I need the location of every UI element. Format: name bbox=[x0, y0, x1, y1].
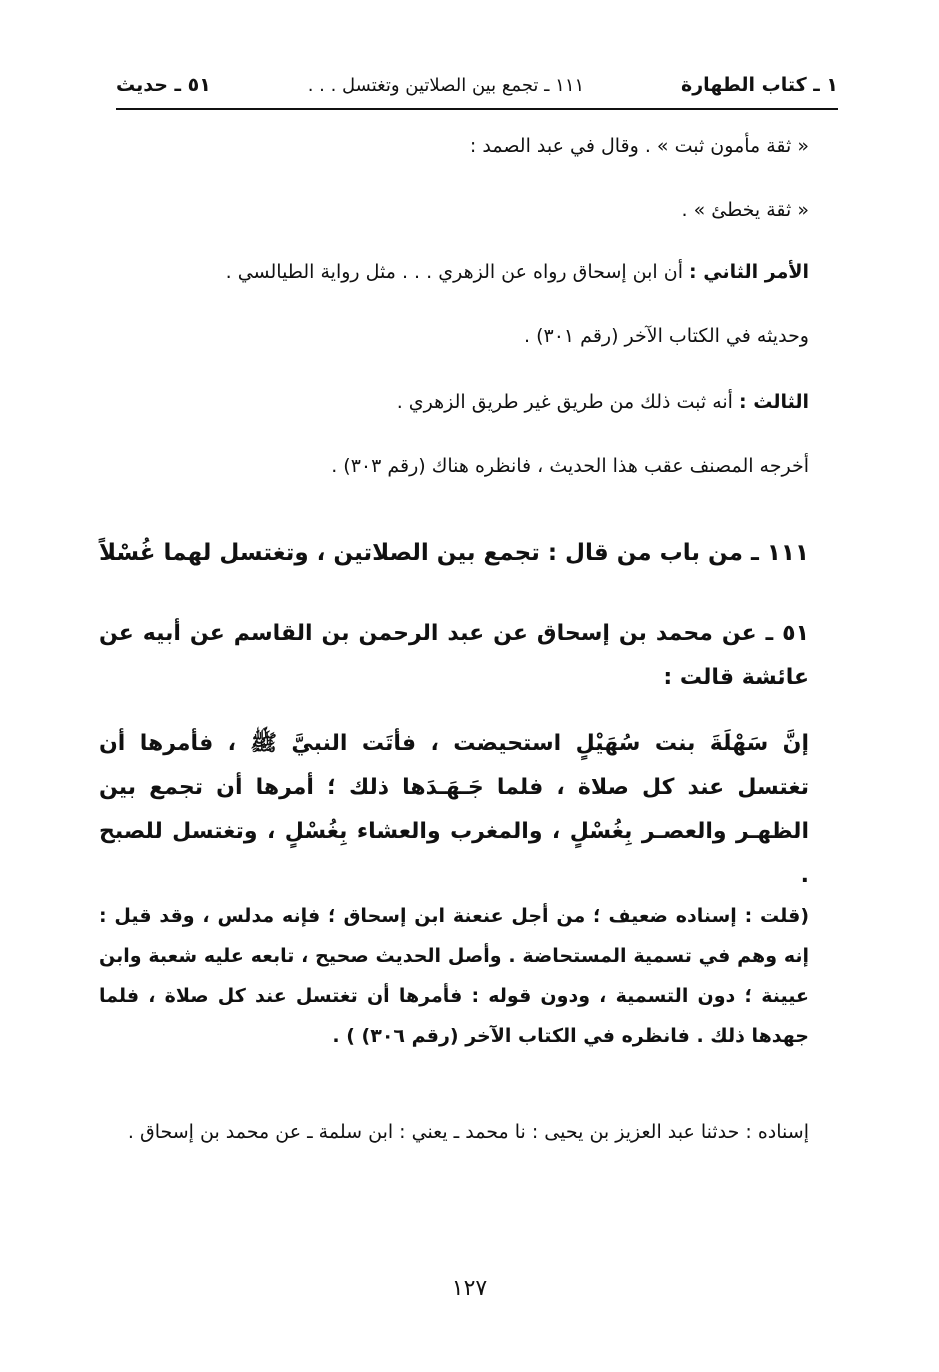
intro-line-3-text: أن ابن إسحاق رواه عن الزهري . . . مثل رواية الطيالسي . bbox=[225, 261, 690, 283]
intro-line-5-text: أنه ثبت ذلك من طريق غير طريق الزهري . bbox=[396, 391, 739, 413]
intro-line-5 bbox=[99, 388, 809, 416]
intro-line-3 bbox=[99, 258, 809, 286]
header-book-title: ١ ـ كتاب الطهارة bbox=[681, 74, 838, 96]
intro-line-1: « ثقة مأمون ثبت » . وقال في عبد الصمد : bbox=[469, 135, 809, 157]
intro-line-4: وحديثه في الكتاب الآخر (رقم ٣٠١) . bbox=[524, 325, 809, 347]
page-number: ١٢٧ bbox=[451, 1276, 488, 1301]
header-rule bbox=[116, 108, 838, 110]
grading-note: (قلت : إسناده ضعيف ؛ من أجل عنعنة ابن إسحاق ؛ فإنه مدلس ، وقد قيل : إنه وهم في تسمية المستحاضة . وأصل الحديث صحيح ، تابعه عليه شعبة وابن عيينة ؛ دون التسمية ، ودون قوله : فأمرها أن تغتسل عند كل صلاة ، فلما جهدها ذلك . فانظره في الكتاب الآخر (رقم ٣٠٦) ) . bbox=[99, 905, 809, 1047]
chapter-heading: ١١١ ـ من باب من قال : تجمع بين الصلاتين ، وتغتسل لهما غُسْلاً bbox=[98, 540, 809, 566]
intro-line-6: أخرجه المصنف عقب هذا الحديث ، فانظره هناك (رقم ٣٠٣) . bbox=[331, 455, 809, 477]
intro-line-2: « ثقة يخطئ » . bbox=[681, 199, 809, 221]
header-chapter-title: ١١١ ـ تجمع بين الصلاتين وتغتسل . . . bbox=[307, 74, 585, 96]
intro-line-3-label: الأمر الثاني : bbox=[689, 261, 809, 283]
intro-line-5-label: الثالث : bbox=[739, 391, 809, 413]
hadith-chain: ٥١ ـ عن محمد بن إسحاق عن عبد الرحمن بن القاسم عن أبيه عن عائشة قالت : bbox=[99, 621, 809, 690]
header-hadith-number: ٥١ ـ حديث bbox=[116, 74, 211, 96]
hadith-text: إنَّ سَهْلَةَ بنت سُهَيْلٍ استحيضت ، فأتَت النبيَّ ﷺ ، فأمرها أن تغتسل عند كل صلاة ، فلما جَـهَـدَها ذلك ؛ أمرها أن تجمع بين الظهـر والعصـر بِغُسْلٍ ، والمغرب والعشاء بِغُسْلٍ ، وتغتسل للصبح . bbox=[99, 731, 809, 888]
isnad-text: إسناده : حدثنا عبد العزيز بن يحيى : نا محمد ـ يعني : ابن سلمة ـ عن محمد بن إسحاق . bbox=[127, 1121, 809, 1143]
running-header bbox=[116, 68, 838, 102]
